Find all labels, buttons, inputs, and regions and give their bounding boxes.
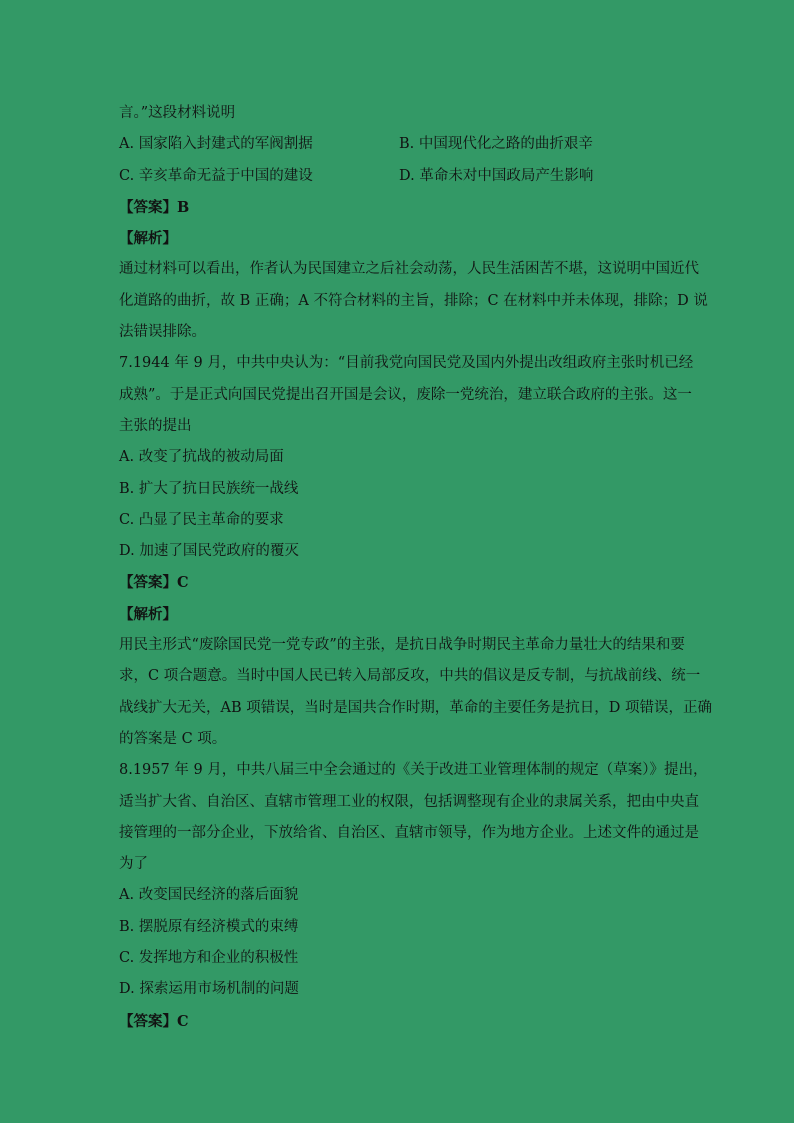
- q7-analysis: [119, 630, 712, 755]
- q7-option-d: D. 加速了国民党政府的覆灭: [119, 543, 299, 560]
- analysis-line: 的答案是 C 项。: [119, 730, 227, 747]
- q8-option-c: C. 发挥地方和企业的积极性: [119, 950, 299, 967]
- analysis-line: 战线扩大无关，AB 项错误，当时是国共合作时期，革命的主要任务是抗日，D 项错误，正确: [119, 699, 712, 716]
- stem-line: 适当扩大省、自治区、直辖市管理工业的权限，包括调整现有企业的隶属关系，把由中央直: [119, 793, 699, 810]
- stem-line: 为了: [119, 856, 148, 873]
- q8-answer: 【答案】C: [119, 1012, 189, 1030]
- q6-option-a: A. 国家陷入封建式的军阀割据: [119, 136, 313, 153]
- q6-analysis-label: 【解析】: [119, 230, 177, 248]
- document-page: [119, 98, 712, 1037]
- q8-stem: [119, 755, 708, 880]
- q7-analysis-label: 【解析】: [119, 605, 177, 623]
- analysis-line: 求，C 项合题意。当时中国人民已转入局部反攻，中共的倡议是反专制，与抗战前线、统一: [119, 668, 701, 685]
- q7-option-a: A. 改变了抗战的被动局面: [119, 449, 284, 466]
- q8-option-b: B. 摆脱原有经济模式的束缚: [119, 918, 299, 935]
- q6-option-b: B. 中国现代化之路的曲折艰辛: [399, 136, 593, 153]
- q6-analysis: [119, 254, 708, 348]
- stem-line: 7.1944 年 9 月，中共中央认为：“目前我党向国民党及国内外提出改组政府主张时机已经: [119, 355, 694, 372]
- q6-options-row-2: [119, 161, 679, 192]
- analysis-line: 法错误排除。: [119, 324, 206, 341]
- q7-option-c: C. 凸显了民主革命的要求: [119, 511, 284, 528]
- q8-option-a: A. 改变国民经济的落后面貌: [119, 887, 299, 904]
- q8-option-d: D. 探索运用市场机制的问题: [119, 981, 299, 998]
- q6-option-c: C. 辛亥革命无益于中国的建设: [119, 167, 313, 184]
- q6-stem-tail: 言。”这段材料说明: [119, 105, 236, 121]
- stem-line: 主张的提出: [119, 417, 192, 434]
- q6-option-d: D. 革命未对中国政局产生影响: [399, 167, 594, 184]
- q7-answer: 【答案】C: [119, 574, 189, 592]
- stem-line: 8.1957 年 9 月，中共八届三中全会通过的《关于改进工业管理体制的规定（草案）》提出，: [119, 762, 708, 779]
- stem-line: 接管理的一部分企业，下放给省、自治区、直辖市领导，作为地方企业。上述文件的通过是: [119, 824, 699, 841]
- q7-stem: [119, 348, 694, 442]
- analysis-line: 用民主形式“废除国民党一党专政”的主张，是抗日战争时期民主革命力量壮大的结果和要: [119, 637, 685, 654]
- analysis-line: 化道路的曲折，故 B 正确；A 不符合材料的主旨，排除；C 在材料中并未体现，排除；D 说: [119, 292, 708, 309]
- q6-answer: 【答案】B: [119, 198, 190, 216]
- q7-option-b: B. 扩大了抗日民族统一战线: [119, 480, 299, 497]
- q6-options-row-1: [119, 129, 679, 160]
- analysis-line: 通过材料可以看出，作者认为民国建立之后社会动荡，人民生活困苦不堪，这说明中国近代: [119, 261, 699, 278]
- stem-line: 成熟”。于是正式向国民党提出召开国是会议，废除一党统治，建立联合政府的主张。这一: [119, 386, 692, 403]
